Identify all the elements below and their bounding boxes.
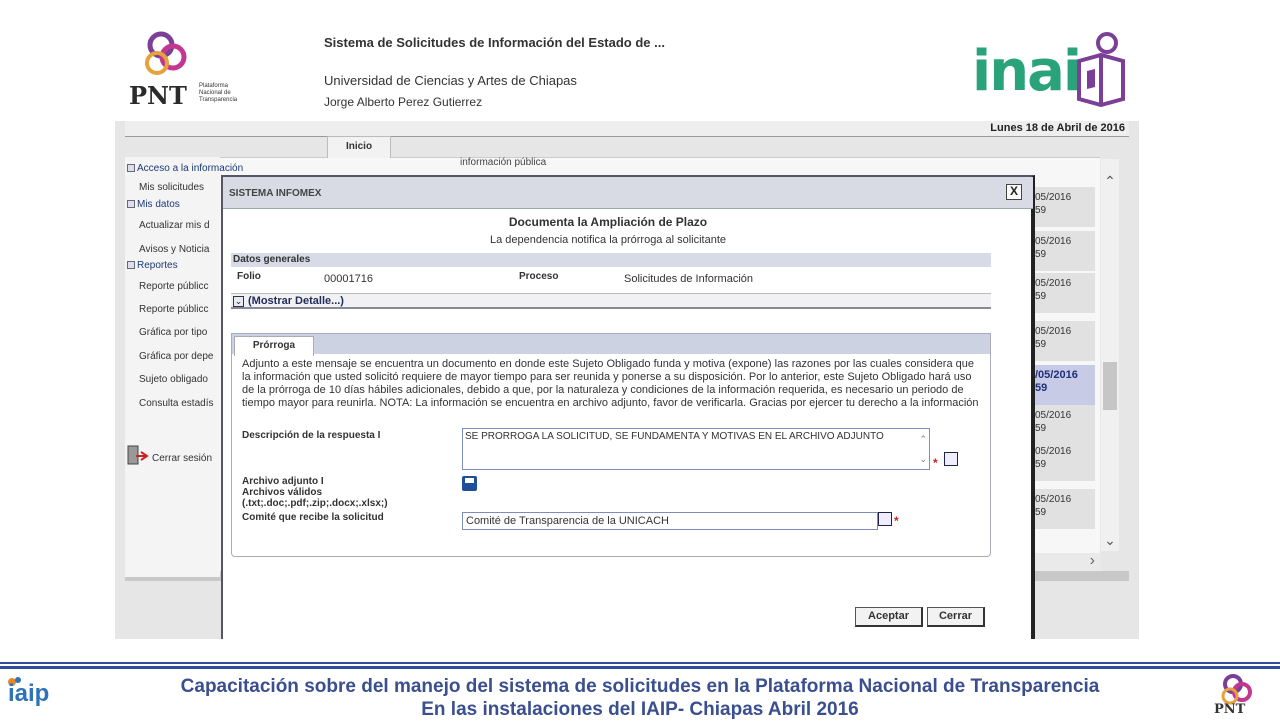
background-date-cell[interactable] <box>1033 489 1095 529</box>
required-mark: * <box>894 514 899 528</box>
proceso-label: Proceso <box>519 271 559 282</box>
background-date-cell[interactable] <box>1033 273 1095 313</box>
tab-inicio[interactable]: Inicio <box>327 136 391 158</box>
scroll-down-icon[interactable]: ⌄ <box>1104 532 1116 548</box>
iaip-logo-text: iaip <box>8 680 50 707</box>
archivos-validos-label: Archivos válidos <box>242 487 323 498</box>
background-row-text: información pública <box>460 157 547 168</box>
date-bar <box>125 121 1129 137</box>
pnt-logo-subtitle: Plataforma Nacional de Transparencia <box>199 83 238 103</box>
menu-grafica-tipo[interactable]: Gráfica por tipo <box>139 327 208 338</box>
document-title: Documenta la Ampliación de Plazo <box>508 215 708 229</box>
menu-label: Acceso a la información <box>137 163 244 174</box>
document-subtitle: La dependencia notifica la prórroga al solicitante <box>489 234 727 246</box>
portal-header <box>115 25 1139 121</box>
footer-line <box>0 662 1280 664</box>
dialog-title: SISTEMA INFOMEX <box>229 188 322 199</box>
time-text: 59 <box>1035 205 1047 216</box>
menu-actualizar[interactable]: Actualizar mis d <box>139 220 210 231</box>
time-text: 59 <box>1035 459 1047 470</box>
system-title: Sistema de Solicitudes de Información del Estado de ... <box>324 35 665 50</box>
background-date-cell[interactable] <box>1033 187 1095 227</box>
date-text: 05/2016 <box>1035 446 1072 457</box>
menu-mis-datos[interactable] <box>127 199 180 210</box>
menu-sujeto-obligado[interactable]: Sujeto obligado <box>139 374 208 385</box>
date-text: 05/2016 <box>1035 192 1072 203</box>
user-name: Jorge Alberto Perez Gutierrez <box>324 95 483 109</box>
expand-icon <box>127 261 135 269</box>
date-text: 05/2016 <box>1035 236 1072 247</box>
scroll-thumb[interactable] <box>1103 362 1117 410</box>
time-text: 59 <box>1035 291 1047 302</box>
logout-link[interactable]: Cerrar sesión <box>152 453 213 464</box>
footer-divider <box>0 662 1280 670</box>
textarea-scroll-icon[interactable]: ⌃ ⌄ <box>919 434 927 464</box>
attach-file-icon[interactable] <box>462 476 477 491</box>
background-date-cell[interactable] <box>1033 405 1095 445</box>
dialog-titlebar <box>223 177 1033 209</box>
scroll-right-icon[interactable]: › <box>1089 552 1095 569</box>
prorroga-panel <box>231 333 991 557</box>
response-description-textarea[interactable] <box>462 428 930 470</box>
section-header-general: Datos generales <box>231 253 991 267</box>
expand-icon <box>127 200 135 208</box>
response-text: SE PRORROGA LA SOLICITUD, SE FUNDAMENTA Y MOTIVAS EN EL ARCHIVO ADJUNTO <box>465 431 884 442</box>
search-lookup-icon[interactable] <box>944 452 958 466</box>
infomex-dialog <box>221 175 1035 639</box>
extensions-label: (.txt;.doc;.pdf;.zip;.docx;.xlsx;) <box>242 498 388 509</box>
comite-input[interactable]: Comité de Transparencia de la UNICACH <box>462 512 878 530</box>
menu-reporte-publico-2[interactable]: Reporte públicc <box>139 304 209 315</box>
show-detail-toggle[interactable] <box>231 293 991 309</box>
menu-mis-solicitudes[interactable]: Mis solicitudes <box>139 182 205 193</box>
accept-button[interactable]: Aceptar <box>855 607 923 627</box>
time-text: 59 <box>1035 507 1047 518</box>
inai-logo-icon <box>1073 31 1129 107</box>
background-date-cell[interactable] <box>1033 441 1095 481</box>
prorroga-message: Adjunto a este mensaje se encuentra un documento en donde este Sujeto Obligado funda y motiva (expone) las razones por las cuales considera que la información que usted solicitó requiere de mayor tiempo para ser reunida y ponerse a su disposición. Por lo anterior, este Sujeto Obligado hará uso de la prórroga de 10 días hábiles adicionales, debido a que, por la naturaleza y condiciones de la información requerida, es necesario un periodo de tiempo mayor para reunirla. NOTA: La información se encuentra en archivo adjunto, favor de verificarla. Gracias por ejercer tu derecho a la información <box>242 358 979 409</box>
resp-label: Descripción de la respuesta I <box>242 430 381 441</box>
date-text: /05/2016 <box>1035 369 1078 381</box>
menu-label: Mis datos <box>137 199 180 210</box>
slide-footer-subtitle: En las instalaciones del IAIP- Chiapas Abril 2016 <box>421 699 859 720</box>
background-date-cell[interactable] <box>1033 231 1095 271</box>
search-lookup-icon[interactable] <box>878 512 892 526</box>
application-window <box>115 25 1139 639</box>
expand-icon <box>127 164 135 172</box>
slide-footer-title: Capacitación sobre del manejo del sistema de solicitudes en la Plataforma Nacional de Transparencia <box>180 676 1100 697</box>
comite-label: Comité que recibe la solicitud <box>242 512 384 523</box>
show-detail-label[interactable]: (Mostrar Detalle...) <box>248 295 344 307</box>
scroll-up-icon[interactable]: ⌃ <box>1104 173 1116 189</box>
date-text: 05/2016 <box>1035 494 1072 505</box>
expand-double-chevron-icon[interactable]: ⌄ <box>234 296 243 306</box>
close-icon[interactable]: X <box>1006 184 1022 200</box>
menu-avisos[interactable]: Avisos y Noticia <box>139 244 210 255</box>
time-text: 59 <box>1035 423 1047 434</box>
inai-logo-text: inai <box>972 39 1081 104</box>
menu-consulta[interactable]: Consulta estadís <box>139 398 214 409</box>
tab-prorroga[interactable]: Prórroga <box>234 336 314 356</box>
proceso-value: Solicitudes de Información <box>624 273 754 285</box>
background-date-cell[interactable] <box>1033 321 1095 361</box>
menu-grafica-dependencia[interactable]: Gráfica por depe <box>139 351 214 362</box>
folio-label: Folio <box>237 271 261 282</box>
background-date-cell-selected[interactable] <box>1033 365 1095 405</box>
time-text: 59 <box>1035 249 1047 260</box>
logout-icon[interactable] <box>127 445 149 467</box>
menu-reporte-publico-1[interactable]: Reporte públicc <box>139 281 209 292</box>
current-date: Lunes 18 de Abril de 2016 <box>990 122 1125 134</box>
folio-value: 00001716 <box>324 273 373 285</box>
time-text: 59 <box>1035 382 1048 394</box>
menu-acceso[interactable] <box>127 163 243 174</box>
panel-tabbar <box>232 334 990 354</box>
date-text: 05/2016 <box>1035 410 1072 421</box>
archivo-label: Archivo adjunto I <box>242 476 324 487</box>
menu-label: Reportes <box>137 260 178 271</box>
pnt-logo-text: PNT <box>129 81 187 110</box>
menu-reportes[interactable] <box>127 260 178 271</box>
date-text: 05/2016 <box>1035 326 1072 337</box>
pnt-small-logo-text: PNT <box>1214 702 1246 717</box>
required-mark: * <box>933 456 938 470</box>
vertical-scrollbar[interactable] <box>1101 159 1119 551</box>
institution-name: Universidad de Ciencias y Artes de Chiapas <box>324 73 577 88</box>
close-button[interactable]: Cerrar <box>927 607 985 627</box>
footer-line <box>0 666 1280 669</box>
date-text: 05/2016 <box>1035 278 1072 289</box>
time-text: 59 <box>1035 339 1047 350</box>
